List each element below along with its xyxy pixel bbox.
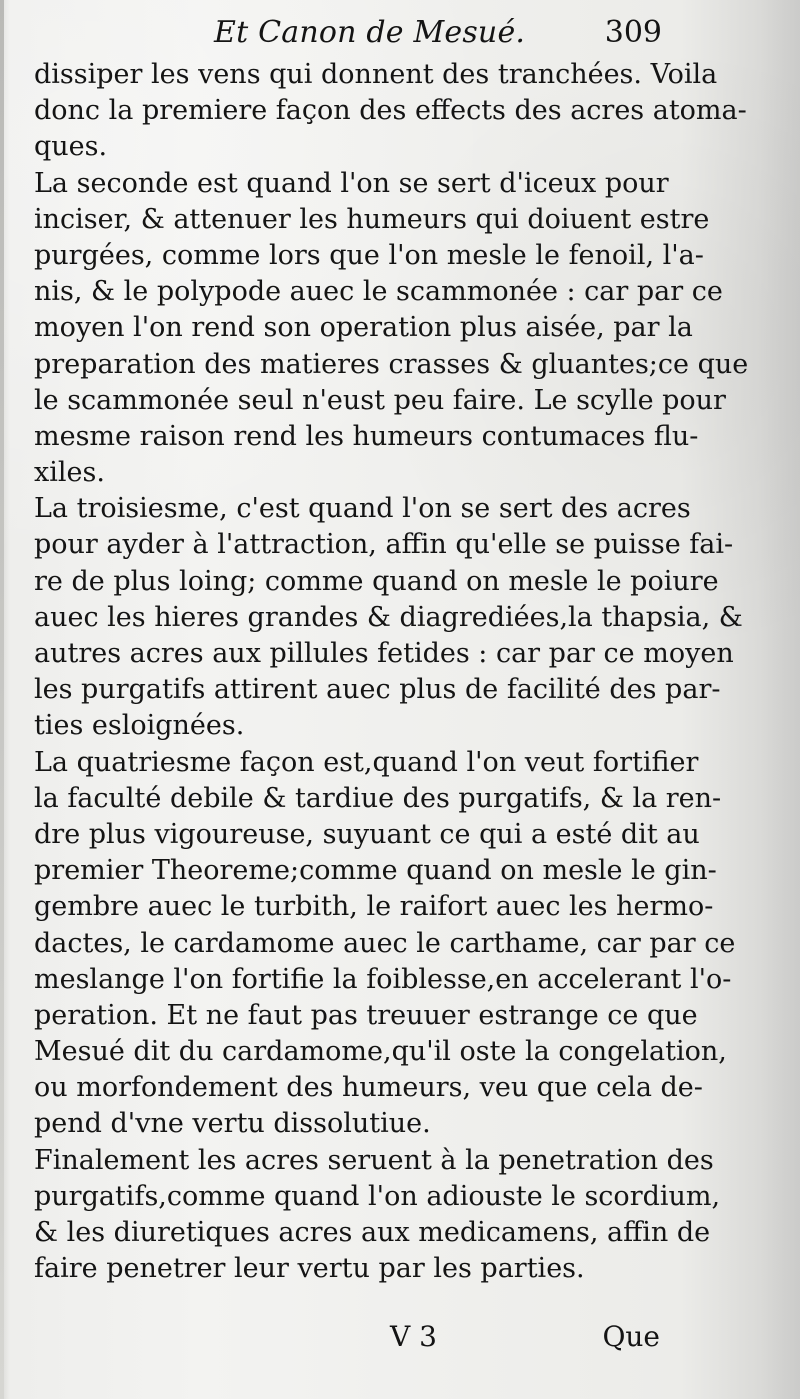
text-line: pour ayder à l'attraction, affin qu'elle se puisse fai- [34, 529, 734, 561]
text-line: La seconde est quand l'on se sert d'iceux pour [34, 167, 669, 199]
text-line: nis, & le polypode auec le scammonée : car par ce [34, 276, 723, 308]
running-head: Et Canon de Mesué. [214, 15, 526, 50]
page-number: 309 [604, 15, 662, 50]
text-line: La troisiesme, c'est quand l'on se sert des acres [34, 493, 691, 525]
text-line: ou morfondement des humeurs, veu que cela de- [34, 1072, 703, 1104]
text-line: purgées, comme lors que l'on mesle le fenoil, l'a- [34, 239, 704, 271]
text-line: dactes, le cardamome auec le carthame, car par ce [34, 927, 736, 959]
text-line: gembre auec le turbith, le raifort auec les hermo- [34, 891, 714, 923]
text-line: purgatifs,comme quand l'on adiouste le scordium, [34, 1180, 721, 1212]
text-line: ties esloignées. [34, 710, 245, 742]
text-line: mesme raison rend les humeurs contumaces flu- [34, 420, 699, 452]
text-line: Mesué dit du cardamome,qu'il oste la congelation, [34, 1036, 727, 1068]
text-line: donc la premiere façon des effects des acres atoma- [34, 95, 747, 127]
text-line: auec les hieres grandes & diagrediées,la thapsia, & [34, 601, 743, 633]
text-line: Finalement les acres seruent à la penetration des [34, 1144, 714, 1176]
text-line: & les diuretiques acres aux medicamens, affin de [34, 1217, 711, 1248]
text-line: La quatriesme façon est,quand l'on veut fortifier [34, 746, 699, 778]
text-line: re de plus loing; comme quand on mesle le poiure [34, 565, 719, 597]
text-line: le scammonée seul n'eust peu faire. Le scylle pour [34, 384, 726, 416]
text-line: preparation des matieres crasses & gluantes;ce que [34, 348, 749, 380]
text-line: meslange l'on fortifie la foiblesse,en accelerant l'o- [34, 963, 732, 995]
text-line: dissiper les vens qui donnent des tranchées. Voila [34, 59, 718, 90]
body-text [34, 57, 749, 1287]
text-line: inciser, & attenuer les humeurs qui doiuent estre [34, 203, 710, 235]
text-line: dre plus vigoureuse, suyuant ce qui a esté dit au [34, 818, 700, 850]
page-footer [390, 1320, 660, 1356]
text-line: la faculté debile & tardiue des purgatifs, & la ren- [34, 782, 722, 814]
text-line: faire penetrer leur vertu par les parties. [34, 1253, 585, 1285]
signature-mark: V 3 [390, 1320, 437, 1353]
catchword: Que [602, 1320, 660, 1353]
text-line: moyen l'on rend son operation plus aisée, par la [34, 312, 693, 344]
page-header [214, 15, 662, 49]
text-line: peration. Et ne faut pas treuuer estrange ce que [34, 999, 698, 1031]
text-line: pend d'vne vertu dissolutiue. [34, 1108, 431, 1140]
text-line: xiles. [34, 457, 105, 489]
text-line: premier Theoreme;comme quand on mesle le gin- [34, 855, 717, 887]
text-line: ques. [34, 131, 108, 163]
text-line: autres acres aux pillules fetides : car par ce moyen [34, 638, 734, 669]
text-line: les purgatifs attirent auec plus de facilité des par- [34, 674, 721, 706]
